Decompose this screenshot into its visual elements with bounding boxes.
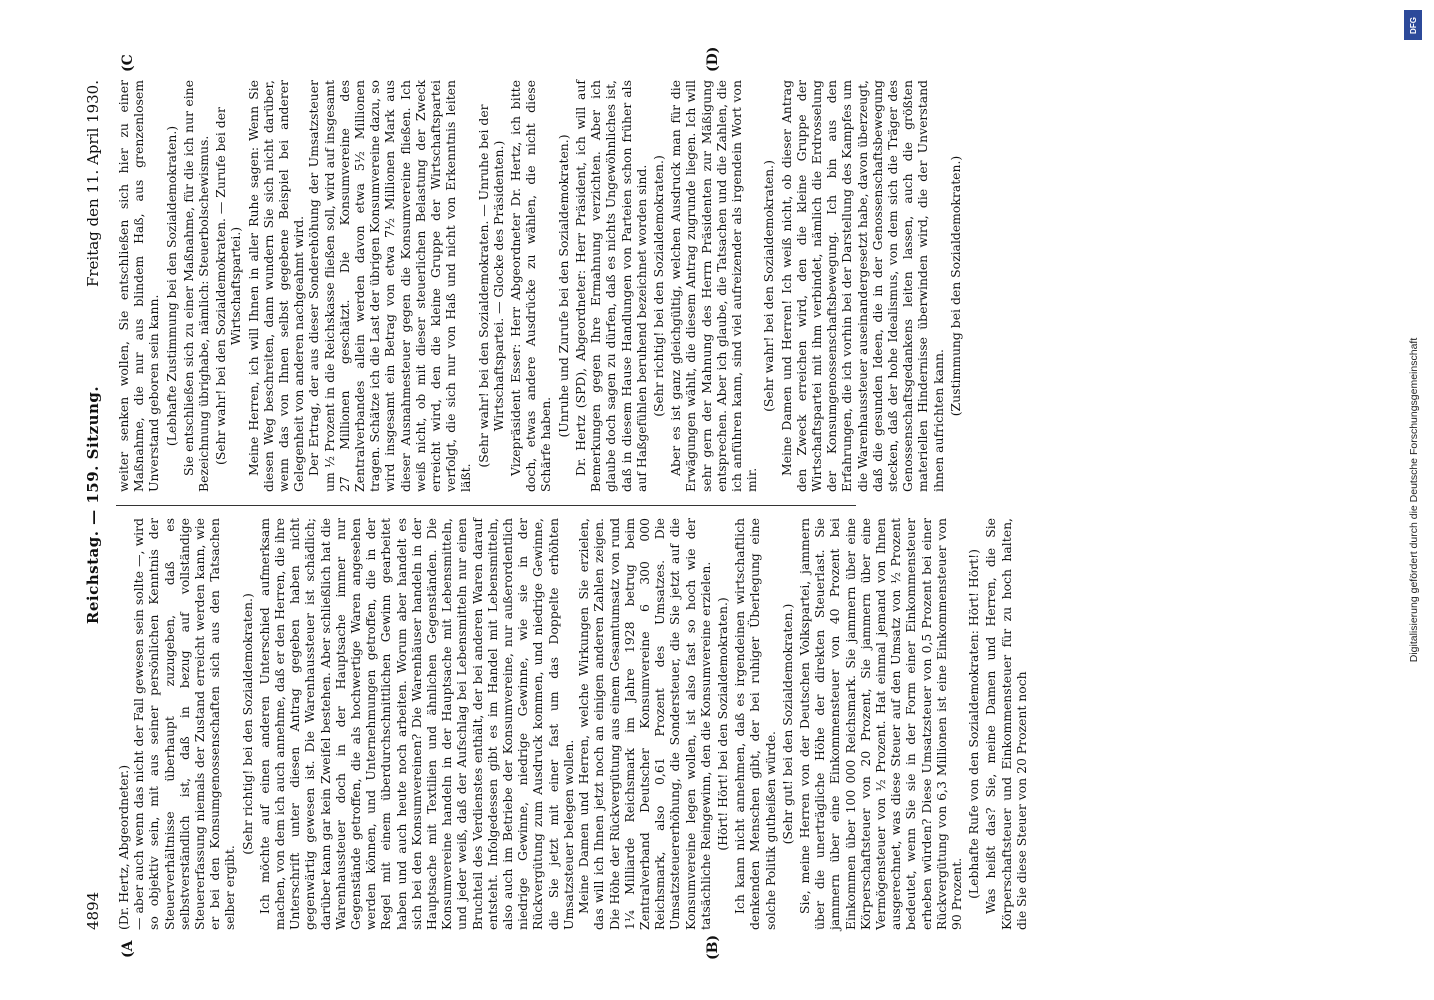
interjection: (Sehr wahr! bei den Sozialdemokraten.)	[761, 160, 777, 412]
speaker-line: (Dr. Hertz, Abgeordneter.)	[116, 764, 131, 930]
paragraph: — aber auch wenn das nicht der Fall gewesen sein sollte —, wird so objektiv sein, mit aus seiner persönlichen Kenntnis der Steuerverhältnisse überhaupt zuzugeben, daß es selbstverständlich ist, daß in bezug auf vollständige Steuererfassung niemals der Zustand erreicht werden kann, wie er bei den Konsumgenossenschaften sich aus den Tatsachen selber ergibt.	[131, 518, 238, 930]
digitization-credit: Digitalisierung gefördert durch die Deutsche Forschungsgemeinschaft	[1408, 337, 1420, 663]
paragraph: Was heißt das? Sie, meine Damen und Herren, die Sie Körperschaftsteuer und Einkommensteuer für zu hoch halten, die Sie diese Steuer von 20 Prozent noch	[983, 518, 1029, 930]
margin-letter-b: (B)	[705, 934, 721, 960]
interjection: (Sehr wahr! bei den Sozialdemokraten. — Zurufe bei der Wirtschaftspartei.)	[213, 107, 244, 465]
paragraph: Sie, meine Herren von der Deutschen Volkspartei, jammern über die unerträgliche Höhe der direkten Steuerlast. Sie jammern über eine Einkommensteuer von 40 Prozent bei Einkommen über 100 000 Reichsmark. Sie jammern über eine Körperschaftsteuer von 20 Prozent, Sie jammern über eine Vermögensteuer von ½ Prozent. Hat einmal jemand von Ihnen ausgerechnet, was diese Steuer auf den Umsatz von ½ Prozent bedeutet, wenn Sie sie in der Form einer Einkommensteuer erheben würden? Diese Umsatzsteuer von 0,5 Prozent bei einer Rückvergütung von 6,3 Millionen ist eine Einkommensteuer von 90 Prozent.	[796, 518, 964, 930]
interjection: (Zustimmung bei den Sozialdemokraten.)	[947, 155, 963, 417]
interjection: (Hört! Hört! bei den Sozialdemokraten.)	[714, 597, 730, 851]
paragraph: Meine Herren, ich will Ihnen in aller Ruhe sagen: Wenn Sie diesen Weg beschreiten, dann wundern Sie sich nicht darüber, wenn das von Ihnen selbst gegebene Beispiel bei anderer Gelegenheit von anderen nachgeahmt wird.	[245, 80, 307, 492]
session-title: Reichstag. — 159. Sitzung.	[84, 385, 102, 625]
session-date: Freitag den 11. April 1930.	[84, 80, 102, 288]
paragraph: Ich möchte auf einen anderen Unterschied aufmerksam machen, von dem ich auch annehme, daß er den Herren, die ihre Unterschrift unter diesen Antrag gegeben haben nicht gegenwärtig gewesen ist. Die Warenhaussteuer ist schädlich; darüber kann gar kein Zweifel bestehen. Aber schließlich hat die Warenhaussteuer doch in der Hauptsache immer nur Gegenstände getroffen, die als hochwertige Waren angesehen werden können, und Unternehmungen getroffen, die in der Regel mit einem überdurchschnittlichen Gewinn gearbeitet haben und auch heute noch arbeiten. Worum aber handelt es sich bei den Konsumvereinen? Die Warenhäuser handeln in der Hauptsache mit Textilien und ähnlichen Gegenständen. Die Konsumvereine handeln in der Hauptsache mit Lebensmitteln, und jeder weiß, daß der Aufschlag bei Lebensmitteln nur einen Bruchteil des Verdienstes enthält, der bei anderen Waren darauf entsteht. Infolgedessen gibt es im Handel mit Lebensmitteln, also auch im Betriebe der Konsumvereine, nur außerordentlich niedrige Gewinne, niedrige Gewinne, wie sie in der Rückvergütung zum Ausdruck kommen, und niedrige Gewinne, die Sie jetzt mit einer fast um das Doppelte erhöhten Umsatzsteuer belegen wollen.	[256, 518, 576, 930]
paragraph: Meine Damen und Herren, welche Wirkungen Sie erzielen, das will ich Ihnen jetzt noch an einigen anderen Zahlen zeigen. Die Höhe der Rückvergütung aus einem Gesamtumsatz von rund 1¼ Milliarde Reichsmark im Jahre 1928 betrug beim Zentralverband Deutscher Konsumvereine 6 300 000 Reichsmark, also 0,61 Prozent des Umsatzes. Die Umsatzsteuererhöhung, die Sondersteuer, die Sie jetzt auf die Konsumvereine legen wollen, ist also fast so hoch wie der tatsächliche Reingewinn, den die Konsumvereine erzielen.	[576, 518, 713, 930]
interjection: (Sehr richtig! bei den Sozialdemokraten.)	[239, 593, 255, 855]
page-header	[80, 80, 110, 930]
rotated-page-content	[80, 46, 1340, 960]
margin-letter-a: (A	[120, 940, 136, 958]
paragraph: Vizepräsident Esser: Herr Abgeordneter Dr. Hertz, ich bitte doch, etwas andere Ausdrücke zu wählen, die nicht diese Schärfe haben.	[508, 80, 554, 492]
paragraph: weiter senken wollen, Sie entschließen sich hier zu einer Maßnahme, die nur aus blindem Haß, aus grenzenlosem Unverstand geboren sein kann.	[116, 80, 162, 492]
right-column	[116, 80, 965, 492]
dfg-logo: DFG	[1404, 10, 1422, 40]
paragraph: Meine Damen und Herren! Ich weiß nicht, ob dieser Antrag den Zweck erreichen wird, den die kleine Gruppe der Wirtschaftspartei mit ihm verbindet, nämlich die Erdrosselung der Konsumgenossenschaftsbewegung. Ich bin aus den Erfahrungen, die ich vorhin bei der Darstellung des Kampfes um die Warenhaussteuer auseinandergesetzt habe, davon überzeugt, daß die gesunden Ideen, die in der Genossenschaftsbewegung stecken, daß der hohe Idealismus, von dem sich die Träger des Genossenschaftsgedankens leiten lassen, auch die größten materiellen Hindernisse überwinden wird, die der Unverstand ihnen aufrichten kann.	[778, 80, 946, 492]
left-column	[116, 518, 1029, 930]
paragraph: Ich kann nicht annehmen, daß es irgendeinen wirtschaftlich denkenden Menschen gibt, der bei ruhiger Überlegung eine solche Politik gutheißen würde.	[732, 518, 778, 930]
interjection: (Sehr wahr! bei den Sozialdemokraten. — Unruhe bei der Wirtschaftspartei. — Glocke des Präsidenten.)	[475, 104, 506, 468]
interjection: (Unruhe und Zurufe bei den Sozialdemokraten.)	[555, 134, 571, 438]
page-number: 4894	[84, 891, 102, 930]
paragraph: Aber es ist ganz gleichgültig, welchen Ausdruck man für die Erwägungen wählt, die diesem Antrag zugrunde liegen. Ich will sehr gern der Mahnung des Herrn Präsidenten zur Mäßigung entsprechen. Aber ich glaube, die Tatsachen und die Zahlen, die ich anführen kann, sind viel aufreizender als irgendein Wort von mir.	[668, 80, 760, 492]
paragraph: Der Ertrag, der aus dieser Sonderehöhung der Umsatzsteuer um ½ Prozent in die Reichskasse fließen soll, wird auf insgesamt 27 Millionen geschätzt. Die Konsumvereine des Zentralverbandes allein werden davon etwa 5½ Millionen tragen. Schätze ich die Last der übrigen Konsumvereine dazu, so wird insgesamt ein Betrag von etwa 7½ Millionen Mark aus dieser Ausnahmesteuer gegen die Konsumvereine fließen. Ich weiß nicht, ob mit dieser steuerlichen Belastung der Zweck erreicht wird, den die kleine Gruppe der Wirtschaftspartei verfolgt, die sich nur von Haß und nicht von Erkenntnis leiten läßt.	[306, 80, 474, 492]
interjection: (Sehr gut! bei den Sozialdemokraten.)	[779, 603, 795, 845]
margin-letter-d: (D)	[705, 46, 721, 72]
paragraph: Dr. Hertz (SPD), Abgeordneter: Herr Präsident, ich will auf Bemerkungen gegen Ihre Ermahnung verzichten. Aber ich glaube doch sagen zu dürfen, daß es nichts Ungewöhnliches ist, daß in diesem Hause Handlungen von Parteien schon früher als auf Haßgefühlen beruhend bezeichnet worden sind.	[572, 80, 649, 492]
interjection: (Lebhafte Rufe von den Sozialdemokraten: Hört! Hört!)	[966, 549, 982, 899]
paragraph: Sie entschließen sich zu einer Maßnahme, für die ich nur eine Bezeichnung übrighabe, nämlich: Steuerbolschewismus.	[180, 80, 212, 492]
column-divider	[116, 505, 856, 506]
interjection: (Sehr richtig! bei den Sozialdemokraten.)	[650, 155, 666, 417]
interjection: (Lebhafte Zustimmung bei den Sozialdemokraten.)	[163, 125, 179, 447]
margin-letter-c: (C	[120, 54, 136, 72]
